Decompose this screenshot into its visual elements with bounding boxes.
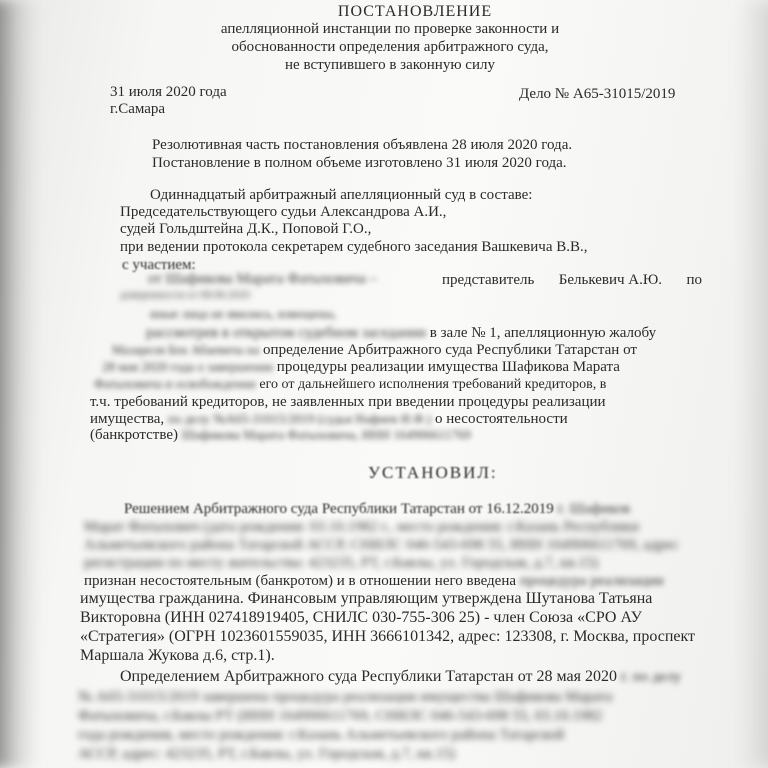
consideration-redacted-4: Фатыховича и освобождении <box>94 376 256 391</box>
established-heading: УСТАНОВИЛ: <box>368 463 498 482</box>
representative-line <box>442 271 702 289</box>
consideration-line-3 <box>102 358 708 376</box>
ruling1-line-f: Викторовна (ИНН 027418919405, СНИЛС 030-755-306 25) - член Союза «СРО АУ <box>80 609 642 626</box>
composition-line-3: судей Гольдштейна Д.К., Поповой Г.О., <box>120 221 372 237</box>
consideration-text-2: определение Арбитражного суда Республики Татарстан от <box>263 342 637 358</box>
consideration-text-4: его от дальнейшего исполнения требований кредиторов, в <box>259 377 607 392</box>
consideration-redacted-3: 28 мая 2020 года о завершении <box>102 359 274 374</box>
representative-label: представитель <box>442 272 535 288</box>
composition-line-2: Председательствующего судьи Александрова А.И., <box>120 204 447 220</box>
consideration-text-1: в зале № 1, апелляционную жалобу <box>429 325 657 341</box>
ruling1-redacted-1: г. Шафиков <box>557 501 631 517</box>
consideration-line-1 <box>146 324 714 342</box>
announce-line-1: Резолютивная часть постановления объявлена 28 июля 2020 года. <box>152 137 573 153</box>
page-edge-shadow <box>0 0 40 768</box>
ruling1-text-1: Решением Арбитражного суда Республики Татарстан от 16.12.2019 <box>124 501 554 517</box>
header-line-3: не вступившего в законную силу <box>285 57 495 73</box>
ruling2-text-1: Определением Арбитражного суда Республики Татарстан от 28 мая 2020 <box>120 668 617 685</box>
header-line-2: обоснованности определения арбитражного суда, <box>231 39 549 55</box>
consideration-line-4 <box>94 375 710 394</box>
ruling2-redacted-1: г. по делу <box>620 669 682 685</box>
consideration-text-7: (банкротстве) <box>90 427 179 443</box>
document-date: 31 июля 2020 года <box>110 84 227 100</box>
ruling2-redacted-d: АССР, адрес: 423235, РТ, г.Бавлы, ул. Городская, д.7, кв.15) <box>78 746 456 762</box>
ruling1-line-e: имущества гражданина. Финансовым управляющим утверждена Шутанова Татьяна <box>80 590 653 607</box>
composition-line-4: при ведении протокола секретарем судебного заседания Вашкевича В.В., <box>120 239 588 255</box>
composition-line-1: Одиннадцатый арбитражный апелляционный суд в составе: <box>150 187 533 203</box>
document-city: г.Самара <box>110 101 166 117</box>
participant-redacted-1: от Шафикова Марата Фатыховича – <box>148 271 378 287</box>
announce-line-2: Постановление в полном объеме изготовлено 31 июля 2020 года. <box>152 155 567 171</box>
consideration-redacted-2: Мазареля Бек Абаевича на <box>112 342 260 357</box>
ruling1-redacted-c: регистрации по месту жительства: 423235, РТ, г.Бавлы, ул. Городская, д.7, кв.15) <box>84 555 599 571</box>
ruling1-line-h: Маршала Жукова д.6, стр.1). <box>80 647 275 664</box>
ruling1-redacted-b: Альметьевского района Татарской АССР, СНИЛС 046-543-698 55, ИНН 164906611769, адрес <box>84 537 679 553</box>
consideration-text-3: процедуры реализации имущества Шафикова Марата <box>276 359 620 375</box>
ruling1-redacted-d: процедура реализации <box>519 573 664 589</box>
ruling1-line-1 <box>124 500 730 518</box>
consideration-redacted-7: Шафикова Марата Фатыховича, ИНН 164906611769 <box>181 427 471 442</box>
representative-name: Белькевич А.Ю. <box>558 272 663 288</box>
ruling1-redacted-a: Марат Фатыхович (дата рождения: 03.10.1982 г., место рождения: г.Казань Республики <box>84 519 639 535</box>
consideration-text-6b: о несостоятельности <box>435 411 568 427</box>
header-line-1: апелляционной инстанции по проверке законности и <box>220 21 560 37</box>
participant-redacted-3: иные лица не явились, извещены, <box>150 306 337 321</box>
ruling1-line-g: «Стратегия» (ОГРН 1023601559035, ИНН 3666101342, адрес: 123308, г. Москва, проспект <box>80 628 696 645</box>
consideration-line-7 <box>90 426 710 444</box>
consideration-line-2 <box>112 341 712 359</box>
ruling2-redacted-c: года рождения, место рождения: г.Казань Альметьевского района Татарской <box>78 727 565 743</box>
consideration-line-5: т.ч. требований кредиторов, не заявленных при введении процедуры реализации <box>90 394 606 410</box>
participant-redacted-2: доверенности от 08.06.2020 <box>120 289 250 301</box>
ruling1-text-d: признан несостоятельным (банкротом) и в отношении него введена <box>84 573 517 589</box>
document-title: ПОСТАНОВЛЕНИЕ <box>337 3 493 20</box>
consideration-redacted-6: по делу №А65-31015/2019 (судья Нафиев И.Ф.) <box>167 411 432 426</box>
page-edge-shadow-right <box>738 0 768 768</box>
consideration-text-6: имущества, <box>90 411 165 427</box>
ruling1-line-d <box>84 572 710 590</box>
representative-po: по <box>686 272 702 288</box>
ruling2-redacted-a: № А65-31015/2019 завершена процедура реализации имущества Шафикова Марата <box>78 689 613 705</box>
ruling2-line-1 <box>120 668 740 686</box>
case-number: Дело № А65-31015/2019 <box>519 86 676 102</box>
consideration-redacted-1: рассмотрев в открытом судебном заседании <box>146 325 427 341</box>
ruling2-redacted-b: Фатыховича, г.Бавлы РТ (ИНН 164906611769, СНИЛС 046-543-698 55, 03.10.1982 <box>78 708 603 724</box>
composition-line-5: с участием: <box>122 257 196 273</box>
